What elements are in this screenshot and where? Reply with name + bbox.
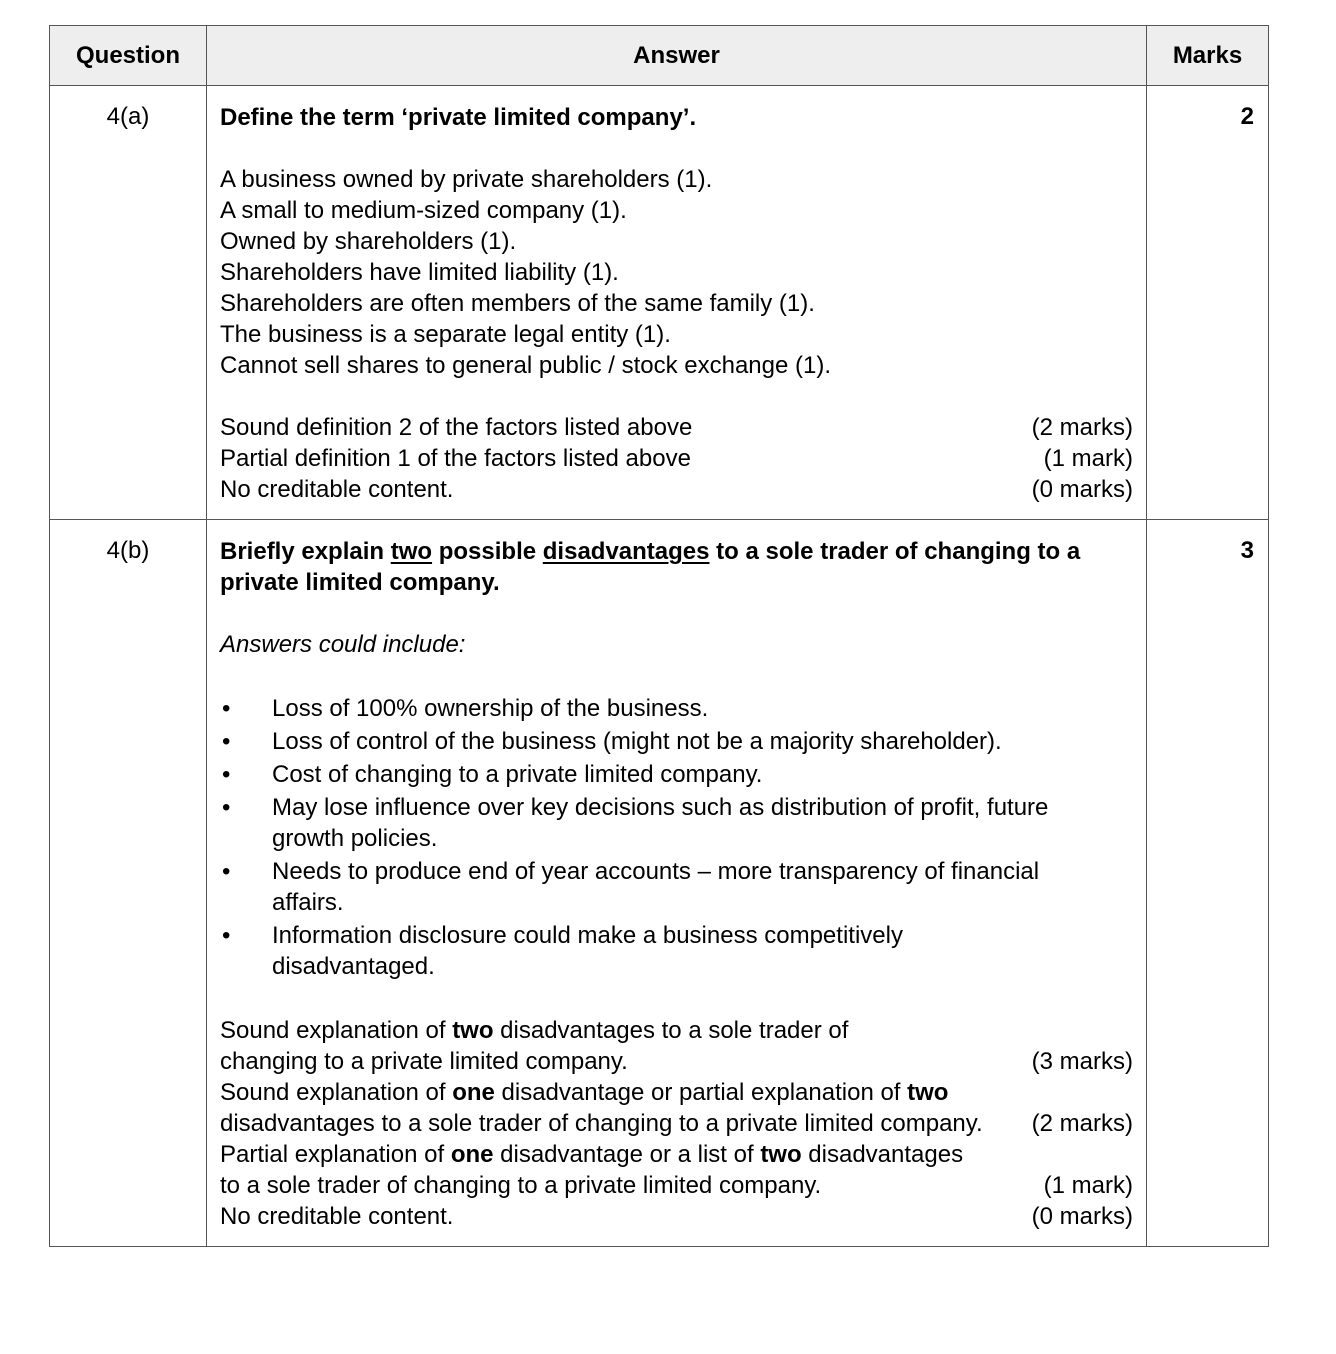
bullet-item: • Needs to produce end of year accounts – more transparency of financial affairs. — [220, 856, 1133, 918]
header-question: Question — [50, 26, 207, 86]
level-text: No creditable content. — [220, 1203, 454, 1230]
level-3-row — [220, 1015, 1133, 1077]
level-2-row — [220, 1077, 1133, 1139]
answer-4b — [207, 520, 1147, 1247]
level-text — [220, 1077, 1015, 1139]
point-4a: Cannot sell shares to general public / stock exchange (1). — [220, 352, 832, 379]
level-mark: (2 marks) — [1031, 1110, 1133, 1137]
bullet-item: • Information disclosure could make a business competitively disadvantaged. — [220, 920, 1133, 982]
prompt-underline: disadvantages — [542, 538, 710, 565]
level-part: Sound explanation of — [220, 1079, 453, 1106]
marks-4a: 2 — [1147, 86, 1269, 520]
level-row-4a — [220, 412, 1133, 443]
level-bold: two — [452, 1017, 494, 1044]
bullet-item: • Cost of changing to a private limited company. — [220, 759, 1133, 790]
level-part: disadvantages to a sole trader of changing to a private limited company. — [220, 1110, 983, 1137]
level-part: disadvantage or partial explanation of — [494, 1079, 908, 1106]
answers-intro: Answers could include: — [220, 631, 466, 658]
level-part: disadvantages to a sole trader of changing to a private limited company. — [220, 1141, 964, 1199]
level-row-4a — [220, 443, 1133, 474]
point-4a: Shareholders are often members of the same family (1). — [220, 290, 815, 317]
answer-4a — [207, 86, 1147, 520]
row-4a — [50, 86, 1269, 520]
prompt-4a: Define the term ‘private limited company’. — [220, 104, 697, 131]
header-marks: Marks — [1147, 26, 1269, 86]
level-1-row — [220, 1139, 1133, 1201]
point-4a: A business owned by private shareholders (1). — [220, 166, 713, 193]
level-mark: (0 marks) — [1031, 1203, 1133, 1230]
level-part: disadvantages to a sole trader of changing to a private limited company. — [220, 1017, 849, 1075]
level-text — [220, 1015, 940, 1077]
prompt-part: to a sole trader of changing to a private limited company. — [220, 538, 1081, 596]
level-text: Partial definition 1 of the factors listed above — [220, 445, 691, 472]
level-mark: (2 marks) — [1031, 414, 1133, 441]
answer-bullets — [220, 693, 1133, 982]
mark-scheme-table — [49, 25, 1269, 1247]
point-4a: Owned by shareholders (1). — [220, 228, 517, 255]
level-mark: (0 marks) — [1031, 476, 1133, 503]
question-number-4a: 4(a) — [50, 86, 207, 520]
prompt-part: possible — [432, 538, 543, 565]
level-row-4a — [220, 474, 1133, 505]
row-4b — [50, 520, 1269, 1247]
level-part: disadvantage or a list of — [493, 1141, 761, 1168]
level-part: Partial explanation of — [220, 1141, 451, 1168]
prompt-4b — [220, 536, 1133, 598]
point-4a: Shareholders have limited liability (1). — [220, 259, 619, 286]
level-0-row — [220, 1201, 1133, 1232]
level-part: Sound explanation of — [220, 1017, 453, 1044]
point-4a: A small to medium-sized company (1). — [220, 197, 627, 224]
header-row — [50, 26, 1269, 86]
header-answer: Answer — [207, 26, 1147, 86]
level-mark: (3 marks) — [1031, 1048, 1133, 1075]
level-mark: (1 mark) — [1043, 1172, 1133, 1199]
bullet-item: • Loss of 100% ownership of the business. — [220, 693, 1133, 724]
bullet-item: • May lose influence over key decisions such as distribution of profit, future growth policies. — [220, 792, 1133, 854]
level-bold: one — [450, 1141, 494, 1168]
level-bold: one — [452, 1079, 495, 1106]
marks-4b: 3 — [1147, 520, 1269, 1247]
level-text — [220, 1139, 970, 1201]
prompt-underline: two — [390, 538, 433, 565]
question-number-4b: 4(b) — [50, 520, 207, 1247]
level-bold: two — [907, 1079, 949, 1106]
level-text: No creditable content. — [220, 476, 454, 503]
level-mark: (1 mark) — [1043, 445, 1133, 472]
bullet-item: • Loss of control of the business (might not be a majority shareholder). — [220, 726, 1133, 757]
prompt-part: Briefly explain — [220, 538, 391, 565]
level-text: Sound definition 2 of the factors listed above — [220, 414, 693, 441]
point-4a: The business is a separate legal entity (1). — [220, 321, 671, 348]
level-bold: two — [760, 1141, 802, 1168]
